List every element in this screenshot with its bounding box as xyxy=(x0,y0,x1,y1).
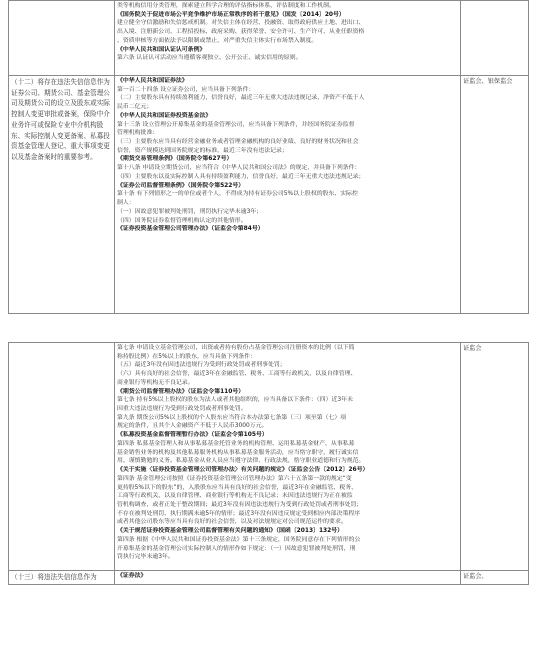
text-line: 第四条 根据《中华人民共和国证券投资基金法》第十三条规定，国务院同意存在下列情形的公 xyxy=(117,536,361,543)
law-title: 《证券法》 xyxy=(117,573,147,579)
text-line: 罚执行完毕未逾3年。 xyxy=(117,554,174,561)
text-line: 第十三条 设立管理公开募集基金的基金管理公司，应当具备下列条件，并经国务院证券监督 xyxy=(117,121,355,128)
table-row xyxy=(9,76,529,314)
law-title: 《证券公司监督管理条例》（国务院令第522号） xyxy=(117,182,245,189)
text-line: 更持股5%以下的股东”的，入股股东应当具有良好的社会信誉，最近3年在金融监管、税务、 xyxy=(117,484,357,491)
measures-table-page-1 xyxy=(8,0,529,314)
text-line: 类等机构信用分类管理，探索建立科学合理的评估指标体系、评估制度和工作机制。 xyxy=(117,3,335,9)
text-line: （四）国务院证券监督管理机构认定的其他情形。 xyxy=(117,217,247,224)
basis-cell xyxy=(115,571,461,585)
text-line: （三）主要股东应当具有经营金融业务或者管理金融机构的良好业绩、良好的财务状况和社会 xyxy=(117,139,359,146)
item-label-cell xyxy=(9,343,115,571)
law-title: 《证券投资基金管理公司管理办法》（证监会令第84号） xyxy=(117,226,264,233)
text-line: 第九条 期货公司5%以上股权的个人股东应当符合本办法第七条第（三）项至第（七）项 xyxy=(117,414,347,421)
law-title: 《中华人民共和国证券法》 xyxy=(117,78,188,84)
text-line: 称持股比例）在5%以上的股东，应当具备下列条件： xyxy=(117,353,256,360)
text-line: 第七条 申请设立基金管理公司，出资或者持有股份占基金管理公司注册资本的比例（以下简 xyxy=(117,345,355,351)
text-line: 不存在被判处刑罚、执行期满未逾5年的情形；最近3年没有因违反规定受到相应内部决策程序 xyxy=(117,510,361,517)
text-line: 出入境、注册新公司、工程招投标、政府采购、获得荣誉、安全许可、生产许可、从业任职资格 xyxy=(117,29,365,36)
item-label-text: （十三）将违法失信信息作为 xyxy=(11,573,97,581)
basis-cell xyxy=(115,76,461,314)
text-line: 工商等行政机关，以及自律管理、商业银行等机构无不良记录；未因违法违规行为正在被监 xyxy=(117,493,353,500)
text-line: 基金销售业务的机构及其他私募服务机构从事私募基金服务活动，应当恪守职守，履行诚实信 xyxy=(117,449,359,456)
item-label-cell xyxy=(9,571,115,585)
text-line: 因重大违法违规行为受到行政处罚或者刑事处罚。 xyxy=(117,406,247,413)
law-title: 《关于实施〈证券投资基金管理公司管理办法〉有关问题的规定》（证监会公告〔2012〕26号） xyxy=(117,467,369,474)
law-title: 《私募投资基金监督管理暂行办法》（证监会令第105号） xyxy=(117,432,268,439)
text-line: 第四条 基金管理公司按照《证券投资基金管理公司管理办法》第六十五条第一款的规定“变 xyxy=(117,475,352,482)
law-title: 《国务院关于促进市场公平竞争维护市场正常秩序的若干意见》（国发〔2014〕20号） xyxy=(117,11,345,18)
basis-cell xyxy=(115,1,461,76)
item-label-cell xyxy=(9,1,115,76)
text-line: 管理机构批准： xyxy=(117,130,159,137)
agency-cell xyxy=(461,571,529,585)
measures-table-page-2 xyxy=(8,342,529,585)
text-line: 用、谨慎勤勉的义务。私募基金从业人员应当遵守法律、行政法规，恪守职业道德和行为规范。 xyxy=(117,458,365,465)
text-line: 第四条 私募基金管理人和从事私募基金托管业务的机构管理、运用私募基金财产，从事私募 xyxy=(117,440,355,447)
text-line: 第七条 持有5%以上股权的股东为法人或者其他组织的，应当具备以下条件：（四）近3年未 xyxy=(117,397,353,404)
text-line: 规定的条件，且其个人金融资产不低于人民币3000万元。 xyxy=(117,423,268,430)
basis-cell xyxy=(115,343,461,571)
law-title: 《期货交易管理条例》（国务院令第627号） xyxy=(117,156,233,163)
text-line: 开募集基金的基金管理公司实际控制人的情形作如下规定：（一）因故意犯罪被判处刑罚，刑 xyxy=(117,545,356,552)
agency-text: 证监会 xyxy=(463,345,482,352)
text-line: （一）因故意犯罪被判处刑罚，刑罚执行完毕未逾3年； xyxy=(117,208,263,215)
text-line: （二）主要股东具有持续盈利能力，信誉良好，最近三年无重大违法违规记录，净资产不低于人 xyxy=(117,95,365,102)
document-page-1 xyxy=(8,0,528,316)
text-line: 商业银行等机构无不良记录。 xyxy=(117,379,194,386)
item-label-cell xyxy=(9,76,115,314)
text-line: 信誉，资产规模达到国务院规定的标准，最近三年没有违法记录； xyxy=(117,147,288,154)
text-line: 制人： xyxy=(117,200,135,207)
text-line: 、资质审核等方面依法予以限制或禁止，对严重失信主体实行市场禁入制度。 xyxy=(117,37,318,44)
agency-cell xyxy=(461,76,529,314)
law-title: 《关于规范证券投资基金管理公司监督管理有关问题的通知》（国函〔2013〕132号） xyxy=(117,528,344,535)
text-line: 第六条 认证认可活动应当遵循客观独立、公开公正、诚实信用的原则。 xyxy=(117,55,302,62)
table-row xyxy=(9,343,529,571)
text-line: （六）具有良好的社会信誉，最近3年在金融监管、税务、工商等行政机关，以及自律管理、 xyxy=(117,371,357,378)
text-line: 建立健全守信激励和失信惩戒机制。对失信主体在经营、投融资、取得政府供应土地、进出口、 xyxy=(117,20,365,27)
item-label-text: （十二）将存在违法失信信息作为证券公司、期货公司、基金管理公司及期货公司的设立及股东或实际控制人变更审批或备案，保险中介业务许可或保险专业中介机构股东、实际控制人变更备案、私募投资基金管理人登记、重大事项变更以及基金备案时的重要参考。 xyxy=(11,78,110,161)
document-page-2 xyxy=(8,342,528,652)
text-line: 第十八条 申请设立期货公司，应当符合《中华人民共和国公司法》的规定，并具备下列条件： xyxy=(117,165,361,172)
law-title: 《中华人民共和国证券投资基金法》 xyxy=(117,112,212,119)
law-title: 《期货公司监督管理办法》（证监会令第110号） xyxy=(117,388,245,395)
law-title: 《中华人民共和国认证认可条例》 xyxy=(117,46,206,53)
text-line: 或者其他公司股东等应当具有良好的社会信誉，以及对法规规定对公司规范运作的要求。 xyxy=(117,519,347,526)
agency-cell xyxy=(461,1,529,76)
table-row xyxy=(9,1,529,76)
agency-text: 证监会、 xyxy=(463,573,488,580)
text-line: 管机构调查，或者正处于整改期间；最近3年没有因违法违规行为受到行政处罚或者刑事处罚； xyxy=(117,501,363,508)
text-line: 第十条 有下列情形之一的单位或者个人，不得成为持有证券公司5%以上股权的股东、实际控 xyxy=(117,191,358,198)
agency-cell xyxy=(461,343,529,571)
text-line: （五）最近3年没有因违法违规行为受到行政处罚或者刑事处罚； xyxy=(117,362,286,369)
text-line: 民币二亿元； xyxy=(117,104,153,111)
table-row xyxy=(9,571,529,585)
agency-text: 证监会、银保监会 xyxy=(463,78,513,85)
text-line: （四）主要股东以及实际控制人具有持续盈利能力，信誉良好，最近三年无重大违法违规记录； xyxy=(117,173,365,180)
text-line: 第一百二十四条 设立证券公司，应当具备下列条件： xyxy=(117,86,255,93)
